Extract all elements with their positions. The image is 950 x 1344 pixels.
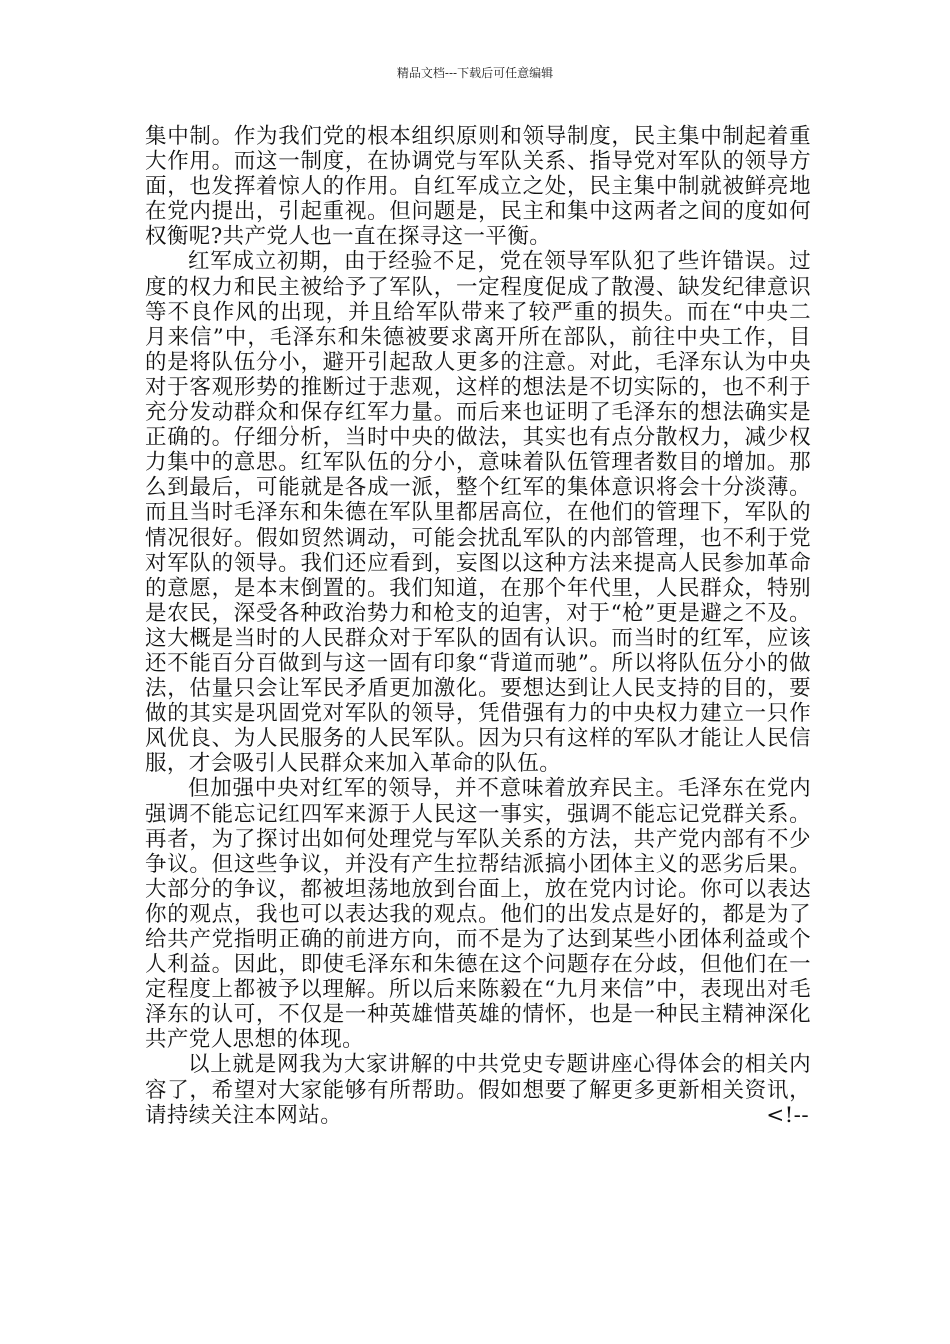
paragraph-3: 但加强中央对红军的领导，并不意味着放弃民主。毛泽东在党内强调不能忘记红四军来源于人民这一事实，强调不能忘记党群关系。再者，为了探讨出如何处理党与军队关系的方法，共产党内部有不少争议。但这些争议，并没有产生拉帮结派搞小团体主义的恶劣后果。大部分的争议，都被坦荡地放到台面上，放在党内讨论。你可以表达你的观点，我也可以表达我的观点。他们的出发点是好的，都是为了给共产党指明正确的前进方向，而不是为了达到某些小团体利益或个人利益。因此，即使毛泽东和朱德在这个问题存在分歧，但他们在一定程度上都被予以理解。所以后来陈毅在“九月来信”中，表现出对毛泽东的认可，不仅是一种英雄惜英雄的情怀，也是一种民主精神深化共产党人思想的体现。 — [145, 776, 811, 1053]
page-header: 精品文档---下载后可任意编辑 — [396, 66, 554, 80]
paragraph-4 — [145, 1052, 811, 1127]
paragraph-4-text: 以上就是网我为大家讲解的中共党史专题讲座心得体会的相关内容了，希望对大家能够有所帮助。假如想要了解更多更新相关资讯，请持续关注本网站。 — [145, 1052, 811, 1128]
trailing-comment-marker: <!-- — [766, 1102, 809, 1128]
document-body — [145, 124, 811, 1128]
paragraph-1: 集中制。作为我们党的根本组织原则和领导制度，民主集中制起着重大作用。而这一制度，在协调党与军队关系、指导党对军队的领导方面，也发挥着惊人的作用。自红军成立之处，民主集中制就被鲜亮地在党内提出，引起重视。但问题是，民主和集中这两者之间的度如何权衡呢?共产党人也一直在探寻这一平衡。 — [145, 124, 811, 250]
paragraph-2: 红军成立初期，由于经验不足，党在领导军队犯了些许错误。过度的权力和民主被给予了军队，一定程度促成了散漫、缺发纪律意识等不良作风的出现，并且给军队带来了较严重的损失。而在“中央二月来信”中，毛泽东和朱德被要求离开所在部队，前往中央工作，目的是将队伍分小，避开引起敌人更多的注意。对此，毛泽东认为中央对于客观形势的推断过于悲观，这样的想法是不切实际的，也不利于充分发动群众和保存红军力量。而后来也证明了毛泽东的想法确实是正确的。仔细分析，当时中央的做法，其实也有点分散权力，减少权力集中的意思。红军队伍的分小，意味着队伍管理者数目的增加。那么到最后，可能就是各成一派，整个红军的集体意识将会十分淡薄。而且当时毛泽东和朱德在军队里都居高位，在他们的管理下，军队的情况很好。假如贸然调动，可能会扰乱军队的内部管理，也不利于党对军队的领导。我们还应看到，妄图以这种方法来提高人民参加革命的意愿，是本末倒置的。我们知道，在那个年代里，人民群众，特别是农民，深受各种政治势力和枪支的迫害，对于“枪”更是避之不及。这大概是当时的人民群众对于军队的固有认识。而当时的红军，应该还不能百分百做到与这一固有印象“背道而驰”。所以将队伍分小的做法，估量只会让军民矛盾更加激化。要想达到让人民支持的目的，要做的其实是巩固党对军队的领导，凭借强有力的中央权力建立一只作风优良、为人民服务的人民军队。因为只有这样的军队才能让人民信服，才会吸引人民群众来加入革命的队伍。 — [145, 249, 811, 777]
